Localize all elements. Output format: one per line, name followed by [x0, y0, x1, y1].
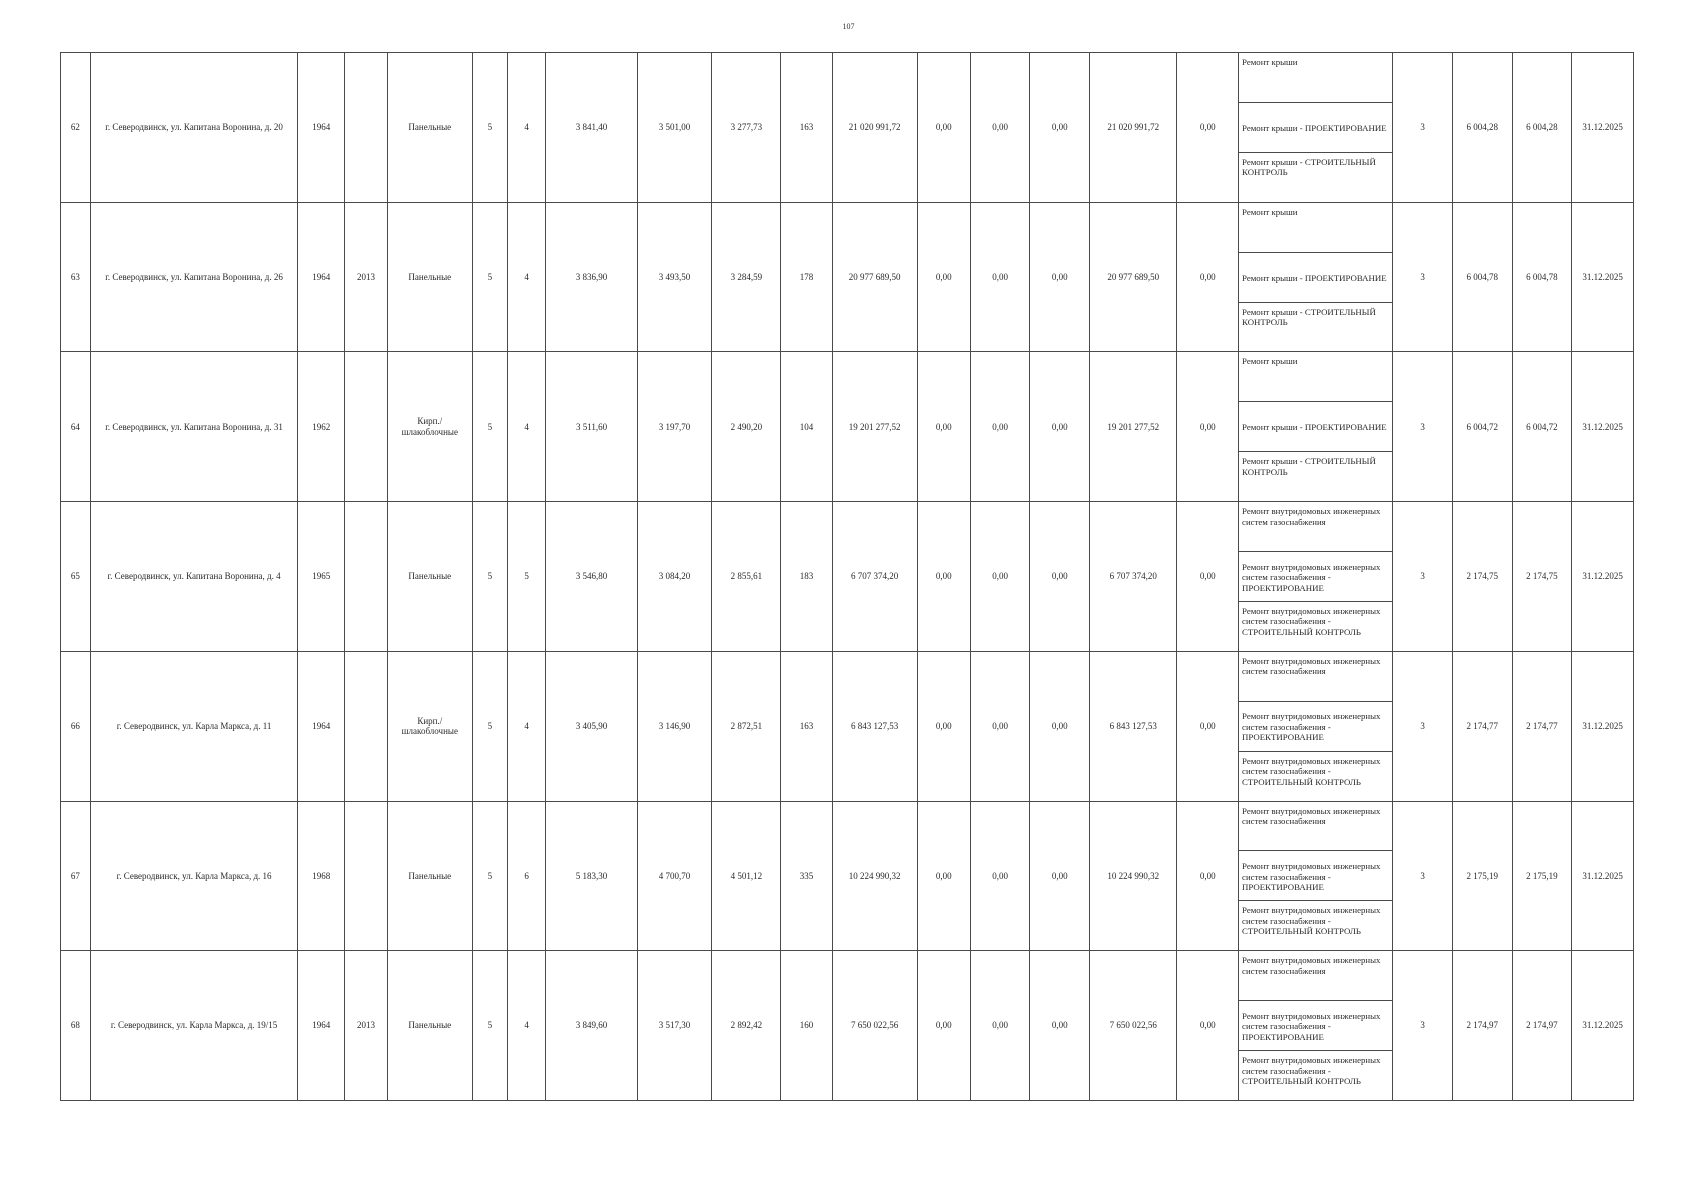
unit-cost-cell: 6 004,78 — [1452, 202, 1512, 352]
wall-material-cell: Панельные — [387, 202, 472, 352]
year-built-cell: 1964 — [298, 651, 345, 801]
cost-1-cell: 0,00 — [917, 801, 970, 951]
address-cell: г. Северодвинск, ул. Карла Маркса, д. 19/15 — [90, 951, 298, 1101]
cost-1-cell: 0,00 — [917, 502, 970, 652]
entrances-cell: 6 — [507, 801, 545, 951]
wall-material-cell: Панельные — [387, 502, 472, 652]
cost-3-cell: 0,00 — [1030, 801, 1090, 951]
cost-1-cell: 0,00 — [917, 53, 970, 203]
row-number-cell: 66 — [61, 651, 91, 801]
count-cell: 3 — [1393, 651, 1453, 801]
entrances-cell: 4 — [507, 951, 545, 1101]
work-item: Ремонт крыши - СТРОИТЕЛЬНЫЙ КОНТРОЛЬ — [1242, 456, 1376, 477]
works-cell — [1239, 502, 1393, 652]
cost-4-cell: 6 843 127,53 — [1090, 651, 1177, 801]
row-number-cell: 67 — [61, 801, 91, 951]
cost-1-cell: 0,00 — [917, 352, 970, 502]
work-item: Ремонт крыши - ПРОЕКТИРОВАНИЕ — [1239, 103, 1392, 153]
floors-cell: 5 — [472, 951, 507, 1101]
year-built-cell: 1964 — [298, 951, 345, 1101]
cost-2-cell: 0,00 — [970, 801, 1030, 951]
cost-4-cell: 6 707 374,20 — [1090, 502, 1177, 652]
entrances-cell: 4 — [507, 651, 545, 801]
area-3-cell: 3 277,73 — [712, 53, 781, 203]
area-2-cell: 3 084,20 — [637, 502, 711, 652]
max-cost-cell: 2 174,97 — [1512, 951, 1572, 1101]
table-row — [61, 651, 1634, 801]
area-2-cell: 4 700,70 — [637, 801, 711, 951]
work-item: Ремонт крыши — [1239, 203, 1392, 253]
works-list — [1239, 502, 1392, 651]
year-built-cell: 1962 — [298, 352, 345, 502]
cost-4-cell: 7 650 022,56 — [1090, 951, 1177, 1101]
cost-total-cell: 19 201 277,52 — [832, 352, 917, 502]
work-item: Ремонт крыши — [1239, 352, 1392, 402]
table-row — [61, 202, 1634, 352]
address-cell: г. Северодвинск, ул. Капитана Воронина, д. 20 — [90, 53, 298, 203]
work-item: Ремонт крыши - СТРОИТЕЛЬНЫЙ КОНТРОЛЬ — [1242, 156, 1376, 178]
cost-5-cell: 0,00 — [1177, 202, 1239, 352]
cost-5-cell: 0,00 — [1177, 951, 1239, 1101]
work-item: Ремонт крыши - ПРОЕКТИРОВАНИЕ — [1239, 253, 1392, 303]
table-row — [61, 951, 1634, 1101]
cost-2-cell: 0,00 — [970, 651, 1030, 801]
works-list — [1239, 951, 1392, 1100]
entrances-cell: 4 — [507, 352, 545, 502]
floors-cell: 5 — [472, 202, 507, 352]
work-item: Ремонт крыши — [1239, 53, 1392, 103]
residents-cell: 163 — [781, 53, 832, 203]
deadline-cell: 31.12.2025 — [1572, 53, 1634, 203]
cost-3-cell: 0,00 — [1030, 202, 1090, 352]
wall-material-cell: Кирп./ шлакоблочные — [387, 352, 472, 502]
cost-2-cell: 0,00 — [970, 53, 1030, 203]
residents-cell: 104 — [781, 352, 832, 502]
area-2-cell: 3 517,30 — [637, 951, 711, 1101]
area-3-cell: 4 501,12 — [712, 801, 781, 951]
address-cell: г. Северодвинск, ул. Капитана Воронина, д. 26 — [90, 202, 298, 352]
cost-total-cell: 10 224 990,32 — [832, 801, 917, 951]
deadline-cell: 31.12.2025 — [1572, 202, 1634, 352]
total-area-cell: 3 841,40 — [546, 53, 638, 203]
cost-4-cell: 19 201 277,52 — [1090, 352, 1177, 502]
address-cell: г. Северодвинск, ул. Капитана Воронина, д. 4 — [90, 502, 298, 652]
deadline-cell: 31.12.2025 — [1572, 352, 1634, 502]
wall-material-cell: Панельные — [387, 951, 472, 1101]
wall-material-cell: Кирп./ шлакоблочные — [387, 651, 472, 801]
year-repair-cell — [345, 352, 388, 502]
cost-2-cell: 0,00 — [970, 502, 1030, 652]
cost-5-cell: 0,00 — [1177, 502, 1239, 652]
cost-total-cell: 20 977 689,50 — [832, 202, 917, 352]
works-list — [1239, 203, 1392, 352]
unit-cost-cell: 6 004,72 — [1452, 352, 1512, 502]
work-item: Ремонт внутридомовых инженерных систем газоснабжения - СТРОИТЕЛЬНЫЙ КОНТРОЛЬ — [1242, 605, 1381, 638]
year-built-cell: 1965 — [298, 502, 345, 652]
cost-3-cell: 0,00 — [1030, 502, 1090, 652]
deadline-cell: 31.12.2025 — [1572, 801, 1634, 951]
work-item: Ремонт внутридомовых инженерных систем газоснабжения - СТРОИТЕЛЬНЫЙ КОНТРОЛЬ — [1242, 905, 1381, 937]
count-cell: 3 — [1393, 352, 1453, 502]
total-area-cell: 3 405,90 — [546, 651, 638, 801]
cost-4-cell: 10 224 990,32 — [1090, 801, 1177, 951]
cost-5-cell: 0,00 — [1177, 352, 1239, 502]
works-cell — [1239, 352, 1393, 502]
row-number-cell: 63 — [61, 202, 91, 352]
work-item: Ремонт внутридомовых инженерных систем газоснабжения - СТРОИТЕЛЬНЫЙ КОНТРОЛЬ — [1242, 755, 1381, 787]
work-item: Ремонт внутридомовых инженерных систем газоснабжения — [1239, 502, 1392, 552]
unit-cost-cell: 2 174,75 — [1452, 502, 1512, 652]
area-3-cell: 2 892,42 — [712, 951, 781, 1101]
address-cell: г. Северодвинск, ул. Карла Маркса, д. 11 — [90, 651, 298, 801]
cost-3-cell: 0,00 — [1030, 651, 1090, 801]
cost-total-cell: 6 843 127,53 — [832, 651, 917, 801]
residents-cell: 178 — [781, 202, 832, 352]
cost-2-cell: 0,00 — [970, 352, 1030, 502]
works-list — [1239, 652, 1392, 801]
area-3-cell: 3 284,59 — [712, 202, 781, 352]
works-cell — [1239, 202, 1393, 352]
cost-1-cell: 0,00 — [917, 951, 970, 1101]
residents-cell: 183 — [781, 502, 832, 652]
residents-cell: 335 — [781, 801, 832, 951]
year-built-cell: 1964 — [298, 53, 345, 203]
count-cell: 3 — [1393, 502, 1453, 652]
residents-cell: 163 — [781, 651, 832, 801]
cost-4-cell: 21 020 991,72 — [1090, 53, 1177, 203]
year-repair-cell — [345, 53, 388, 203]
max-cost-cell: 2 174,75 — [1512, 502, 1572, 652]
unit-cost-cell: 2 175,19 — [1452, 801, 1512, 951]
address-cell: г. Северодвинск, ул. Капитана Воронина, д. 31 — [90, 352, 298, 502]
works-cell — [1239, 53, 1393, 203]
table-row — [61, 502, 1634, 652]
floors-cell: 5 — [472, 651, 507, 801]
year-repair-cell: 2013 — [345, 202, 388, 352]
year-repair-cell: 2013 — [345, 951, 388, 1101]
works-list — [1239, 802, 1392, 951]
cost-2-cell: 0,00 — [970, 951, 1030, 1101]
works-cell — [1239, 651, 1393, 801]
unit-cost-cell: 2 174,77 — [1452, 651, 1512, 801]
max-cost-cell: 6 004,78 — [1512, 202, 1572, 352]
deadline-cell: 31.12.2025 — [1572, 651, 1634, 801]
floors-cell: 5 — [472, 352, 507, 502]
area-3-cell: 2 490,20 — [712, 352, 781, 502]
deadline-cell: 31.12.2025 — [1572, 951, 1634, 1101]
work-item: Ремонт крыши - СТРОИТЕЛЬНЫЙ КОНТРОЛЬ — [1242, 306, 1376, 328]
floors-cell: 5 — [472, 502, 507, 652]
floors-cell: 5 — [472, 53, 507, 203]
total-area-cell: 3 849,60 — [546, 951, 638, 1101]
table-row — [61, 801, 1634, 951]
row-number-cell: 68 — [61, 951, 91, 1101]
total-area-cell: 3 511,60 — [546, 352, 638, 502]
work-item: Ремонт внутридомовых инженерных систем газоснабжения - СТРОИТЕЛЬНЫЙ КОНТРОЛЬ — [1242, 1055, 1381, 1087]
count-cell: 3 — [1393, 202, 1453, 352]
cost-3-cell: 0,00 — [1030, 951, 1090, 1101]
year-built-cell: 1968 — [298, 801, 345, 951]
cost-5-cell: 0,00 — [1177, 801, 1239, 951]
repair-program-table — [60, 52, 1634, 1101]
year-repair-cell — [345, 651, 388, 801]
cost-3-cell: 0,00 — [1030, 352, 1090, 502]
cost-total-cell: 6 707 374,20 — [832, 502, 917, 652]
work-item: Ремонт внутридомовых инженерных систем газоснабжения - ПРОЕКТИРОВАНИЕ — [1239, 702, 1392, 752]
area-3-cell: 2 855,61 — [712, 502, 781, 652]
table-row — [61, 352, 1634, 502]
work-item: Ремонт крыши - ПРОЕКТИРОВАНИЕ — [1239, 402, 1392, 452]
count-cell: 3 — [1393, 951, 1453, 1101]
residents-cell: 160 — [781, 951, 832, 1101]
year-repair-cell — [345, 502, 388, 652]
area-2-cell: 3 501,00 — [637, 53, 711, 203]
page-number: 107 — [842, 22, 855, 31]
wall-material-cell: Панельные — [387, 801, 472, 951]
total-area-cell: 3 836,90 — [546, 202, 638, 352]
area-2-cell: 3 493,50 — [637, 202, 711, 352]
count-cell: 3 — [1393, 801, 1453, 951]
max-cost-cell: 2 174,77 — [1512, 651, 1572, 801]
cost-1-cell: 0,00 — [917, 202, 970, 352]
max-cost-cell: 6 004,28 — [1512, 53, 1572, 203]
cost-3-cell: 0,00 — [1030, 53, 1090, 203]
work-item: Ремонт внутридомовых инженерных систем газоснабжения — [1239, 652, 1392, 702]
cost-5-cell: 0,00 — [1177, 651, 1239, 801]
work-item: Ремонт внутридомовых инженерных систем газоснабжения — [1239, 802, 1392, 852]
total-area-cell: 3 546,80 — [546, 502, 638, 652]
work-item: Ремонт внутридомовых инженерных систем газоснабжения - ПРОЕКТИРОВАНИЕ — [1239, 1001, 1392, 1051]
cost-1-cell: 0,00 — [917, 651, 970, 801]
area-2-cell: 3 197,70 — [637, 352, 711, 502]
entrances-cell: 5 — [507, 502, 545, 652]
table-row — [61, 53, 1634, 203]
works-list — [1239, 53, 1392, 202]
count-cell: 3 — [1393, 53, 1453, 203]
works-list — [1239, 352, 1392, 501]
row-number-cell: 64 — [61, 352, 91, 502]
cost-total-cell: 7 650 022,56 — [832, 951, 917, 1101]
max-cost-cell: 2 175,19 — [1512, 801, 1572, 951]
work-item: Ремонт внутридомовых инженерных систем газоснабжения — [1239, 951, 1392, 1001]
cost-2-cell: 0,00 — [970, 202, 1030, 352]
work-item: Ремонт внутридомовых инженерных систем газоснабжения - ПРОЕКТИРОВАНИЕ — [1239, 851, 1392, 901]
wall-material-cell: Панельные — [387, 53, 472, 203]
cost-total-cell: 21 020 991,72 — [832, 53, 917, 203]
floors-cell: 5 — [472, 801, 507, 951]
cost-4-cell: 20 977 689,50 — [1090, 202, 1177, 352]
table-body — [61, 53, 1634, 1101]
entrances-cell: 4 — [507, 53, 545, 203]
address-cell: г. Северодвинск, ул. Карла Маркса, д. 16 — [90, 801, 298, 951]
entrances-cell: 4 — [507, 202, 545, 352]
row-number-cell: 65 — [61, 502, 91, 652]
unit-cost-cell: 2 174,97 — [1452, 951, 1512, 1101]
deadline-cell: 31.12.2025 — [1572, 502, 1634, 652]
area-2-cell: 3 146,90 — [637, 651, 711, 801]
area-3-cell: 2 872,51 — [712, 651, 781, 801]
works-cell — [1239, 801, 1393, 951]
row-number-cell: 62 — [61, 53, 91, 203]
year-built-cell: 1964 — [298, 202, 345, 352]
max-cost-cell: 6 004,72 — [1512, 352, 1572, 502]
total-area-cell: 5 183,30 — [546, 801, 638, 951]
cost-5-cell: 0,00 — [1177, 53, 1239, 203]
work-item: Ремонт внутридомовых инженерных систем газоснабжения - ПРОЕКТИРОВАНИЕ — [1239, 552, 1392, 602]
works-cell — [1239, 951, 1393, 1101]
year-repair-cell — [345, 801, 388, 951]
unit-cost-cell: 6 004,28 — [1452, 53, 1512, 203]
